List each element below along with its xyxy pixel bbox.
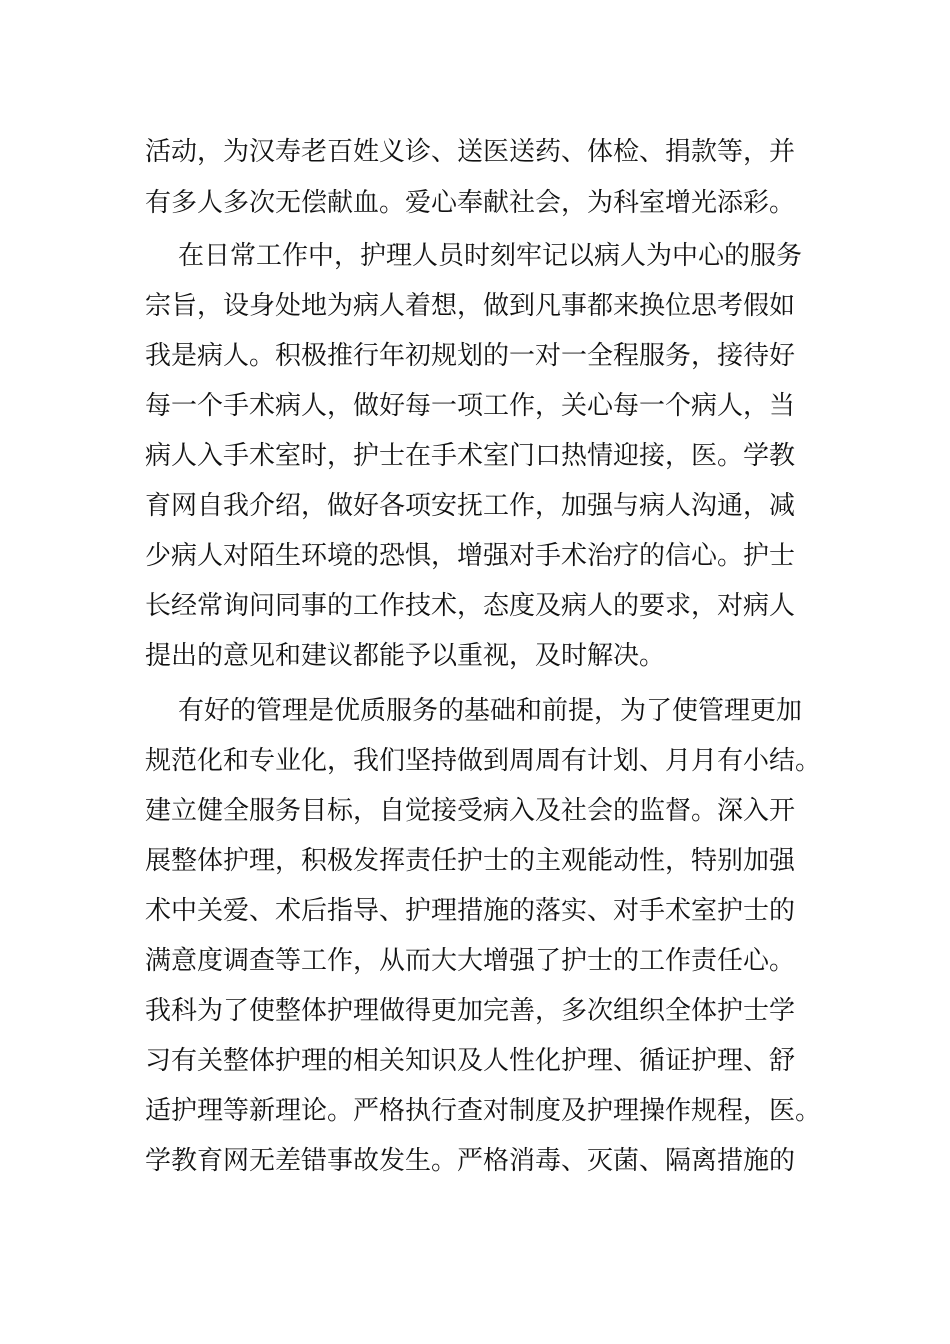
text-line: 习有关整体护理的相关知识及人性化护理、循证护理、舒 (145, 1046, 796, 1076)
text-line: 展整体护理，积极发挥责任护士的主观能动性，特别加强 (145, 846, 796, 876)
text-line: 活动，为汉寿老百姓义诊、送医送药、体检、捐款等，并 (145, 137, 796, 167)
text-line: 我科为了使整体护理做得更加完善，多次组织全体护士学 (145, 996, 796, 1026)
text-line: 长经常询问同事的工作技术，态度及病人的要求，对病人 (145, 591, 796, 621)
text-line: 学教育网无差错事故发生。严格消毒、灭菌、隔离措施的 (145, 1146, 796, 1176)
paragraph-first-line: 在日常工作中，护理人员时刻牢记以病人为中心的服务 (178, 241, 803, 271)
text-line: 提出的意见和建议都能予以重视，及时解决。 (145, 641, 666, 671)
text-line: 育网自我介绍，做好各项安抚工作，加强与病人沟通，减 (145, 491, 796, 521)
text-line: 宗旨，设身处地为病人着想，做到凡事都来换位思考假如 (145, 291, 796, 321)
text-line: 适护理等新理论。严格执行查对制度及护理操作规程，医。 (145, 1096, 822, 1126)
text-line: 每一个手术病人，做好每一项工作，关心每一个病人，当 (145, 391, 796, 421)
text-line: 术中关爱、术后指导、护理措施的落实、对手术室护士的 (145, 896, 796, 926)
text-line: 我是病人。积极推行年初规划的一对一全程服务，接待好 (145, 341, 796, 371)
text-line: 建立健全服务目标，自觉接受病入及社会的监督。深入开 (145, 796, 796, 826)
text-line: 少病人对陌生环境的恐惧，增强对手术治疗的信心。护士 (145, 541, 796, 571)
text-line: 满意度调查等工作，从而大大增强了护士的工作责任心。 (145, 946, 796, 976)
text-line: 规范化和专业化，我们坚持做到周周有计划、月月有小结。 (145, 746, 822, 776)
paragraph-first-line: 有好的管理是优质服务的基础和前提，为了使管理更加 (178, 696, 803, 726)
text-line: 有多人多次无偿献血。爱心奉献社会，为科室增光添彩。 (145, 188, 796, 218)
text-line: 病人入手术室时，护士在手术室门口热情迎接，医。学教 (145, 441, 796, 471)
